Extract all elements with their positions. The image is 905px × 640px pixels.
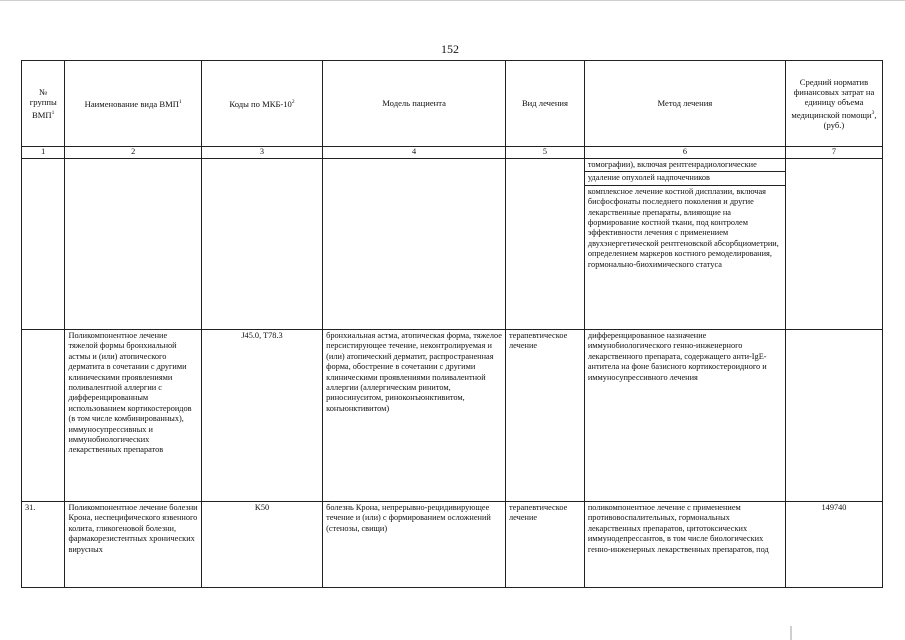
group-number-cell	[22, 159, 65, 330]
header-patient-model: Модель пациента	[323, 61, 506, 147]
column-number: 4	[323, 147, 506, 159]
header-group-number: № группы ВМП$^1$	[22, 61, 65, 147]
column-number: 1	[22, 147, 65, 159]
page-number: 152	[441, 42, 459, 56]
treatment-method-cell	[584, 159, 785, 330]
treatment-type-cell: терапевтическое лечение	[506, 330, 585, 502]
column-number: 5	[506, 147, 585, 159]
vmp-name-cell	[65, 159, 201, 330]
header-vmp-name: Наименование вида ВМП$^1$	[65, 61, 201, 147]
scan-artifact	[790, 626, 792, 640]
vmp-name-cell: Поликомпонентное лечение тяжелой формы бронхиальной астмы и (или) атопического дерматита в сочетании с другими клиническими проявлениями поливалентной аллергии с дифференцированным использованием кортикостероидов (в том числе комбинированных), иммуносупрессивных и иммунобиологических лекарственных препаратов	[65, 330, 201, 502]
column-number: 2	[65, 147, 201, 159]
group-number-cell	[22, 330, 65, 502]
scan-artifact	[0, 0, 905, 1]
treatment-method-cell: дифференцированное назначение иммунобиологического генно-инженерного лекарственного препарата, содержащего анти-IgE-антитела на фоне базисного кортикостероидного и иммуносупрессивного лечения	[584, 330, 785, 502]
icd-codes-cell: J45.0, T78.3	[201, 330, 322, 502]
patient-model-cell: болезнь Крона, непрерывно-рецидивирующее течение и (или) с формированием осложнений (стенозы, свищи)	[323, 502, 506, 588]
header-row	[22, 61, 883, 147]
column-number: 7	[785, 147, 882, 159]
method-part: комплексное лечение костной дисплазии, включая бисфосфонаты последнего поколения и другие лекарственные препараты, влияющие на формирование костной ткани, под контролем эффективности лечения с применением двухэнергетической рентгеновской абсорбциометрии, определением маркеров костного ремоделирования, гормонально-биохимического статуса	[587, 186, 779, 269]
table-row	[22, 159, 883, 330]
header-treatment-method: Метод лечения	[584, 61, 785, 147]
vmp-table	[21, 60, 883, 588]
header-icd-codes: Коды по МКБ-$10^2$	[201, 61, 322, 147]
method-part: томографии), включая рентгенрадиологические	[585, 159, 785, 172]
icd-codes-cell	[201, 159, 322, 330]
icd-codes-cell: K50	[201, 502, 322, 588]
patient-model-cell	[323, 159, 506, 330]
column-number-row	[22, 147, 883, 159]
column-number: 3	[201, 147, 322, 159]
method-part: удаление опухолей надпочечников	[585, 172, 785, 185]
table-row	[22, 502, 883, 588]
header-treatment-type: Вид лечения	[506, 61, 585, 147]
average-cost-cell: 149740	[785, 502, 882, 588]
patient-model-cell: бронхиальная астма, атопическая форма, тяжелое персистирующее течение, неконтролируемая и (или) атопический дерматит, распространенная форма, обострение в сочетании с другими клиническими проявлениями поливалентной аллергии (аллергическим ринитом, риносинуситом, риноконъюнктивитом, конъюнктивитом)	[323, 330, 506, 502]
header-average-cost: Средний норматив финансовых затрат на единицу объема медицинской помощи$^3$, (руб.)	[785, 61, 882, 147]
group-number-cell: 31.	[22, 502, 65, 588]
treatment-type-cell	[506, 159, 585, 330]
treatment-type-cell: терапевтическое лечение	[506, 502, 585, 588]
column-number: 6	[584, 147, 785, 159]
average-cost-cell	[785, 330, 882, 502]
average-cost-cell	[785, 159, 882, 330]
treatment-method-cell: поликомпонентное лечение с применением противовоспалительных, гормональных лекарственных препаратов, цитотоксических иммунодепрессантов, в том числе биологических генно-инженерных лекарственных препаратов, под	[584, 502, 785, 588]
vmp-name-cell: Поликомпонентное лечение болезни Крона, неспецифического язвенного колита, гликогеновой болезни, фармакорезистентных хронических вирусных	[65, 502, 201, 588]
table-row	[22, 330, 883, 502]
